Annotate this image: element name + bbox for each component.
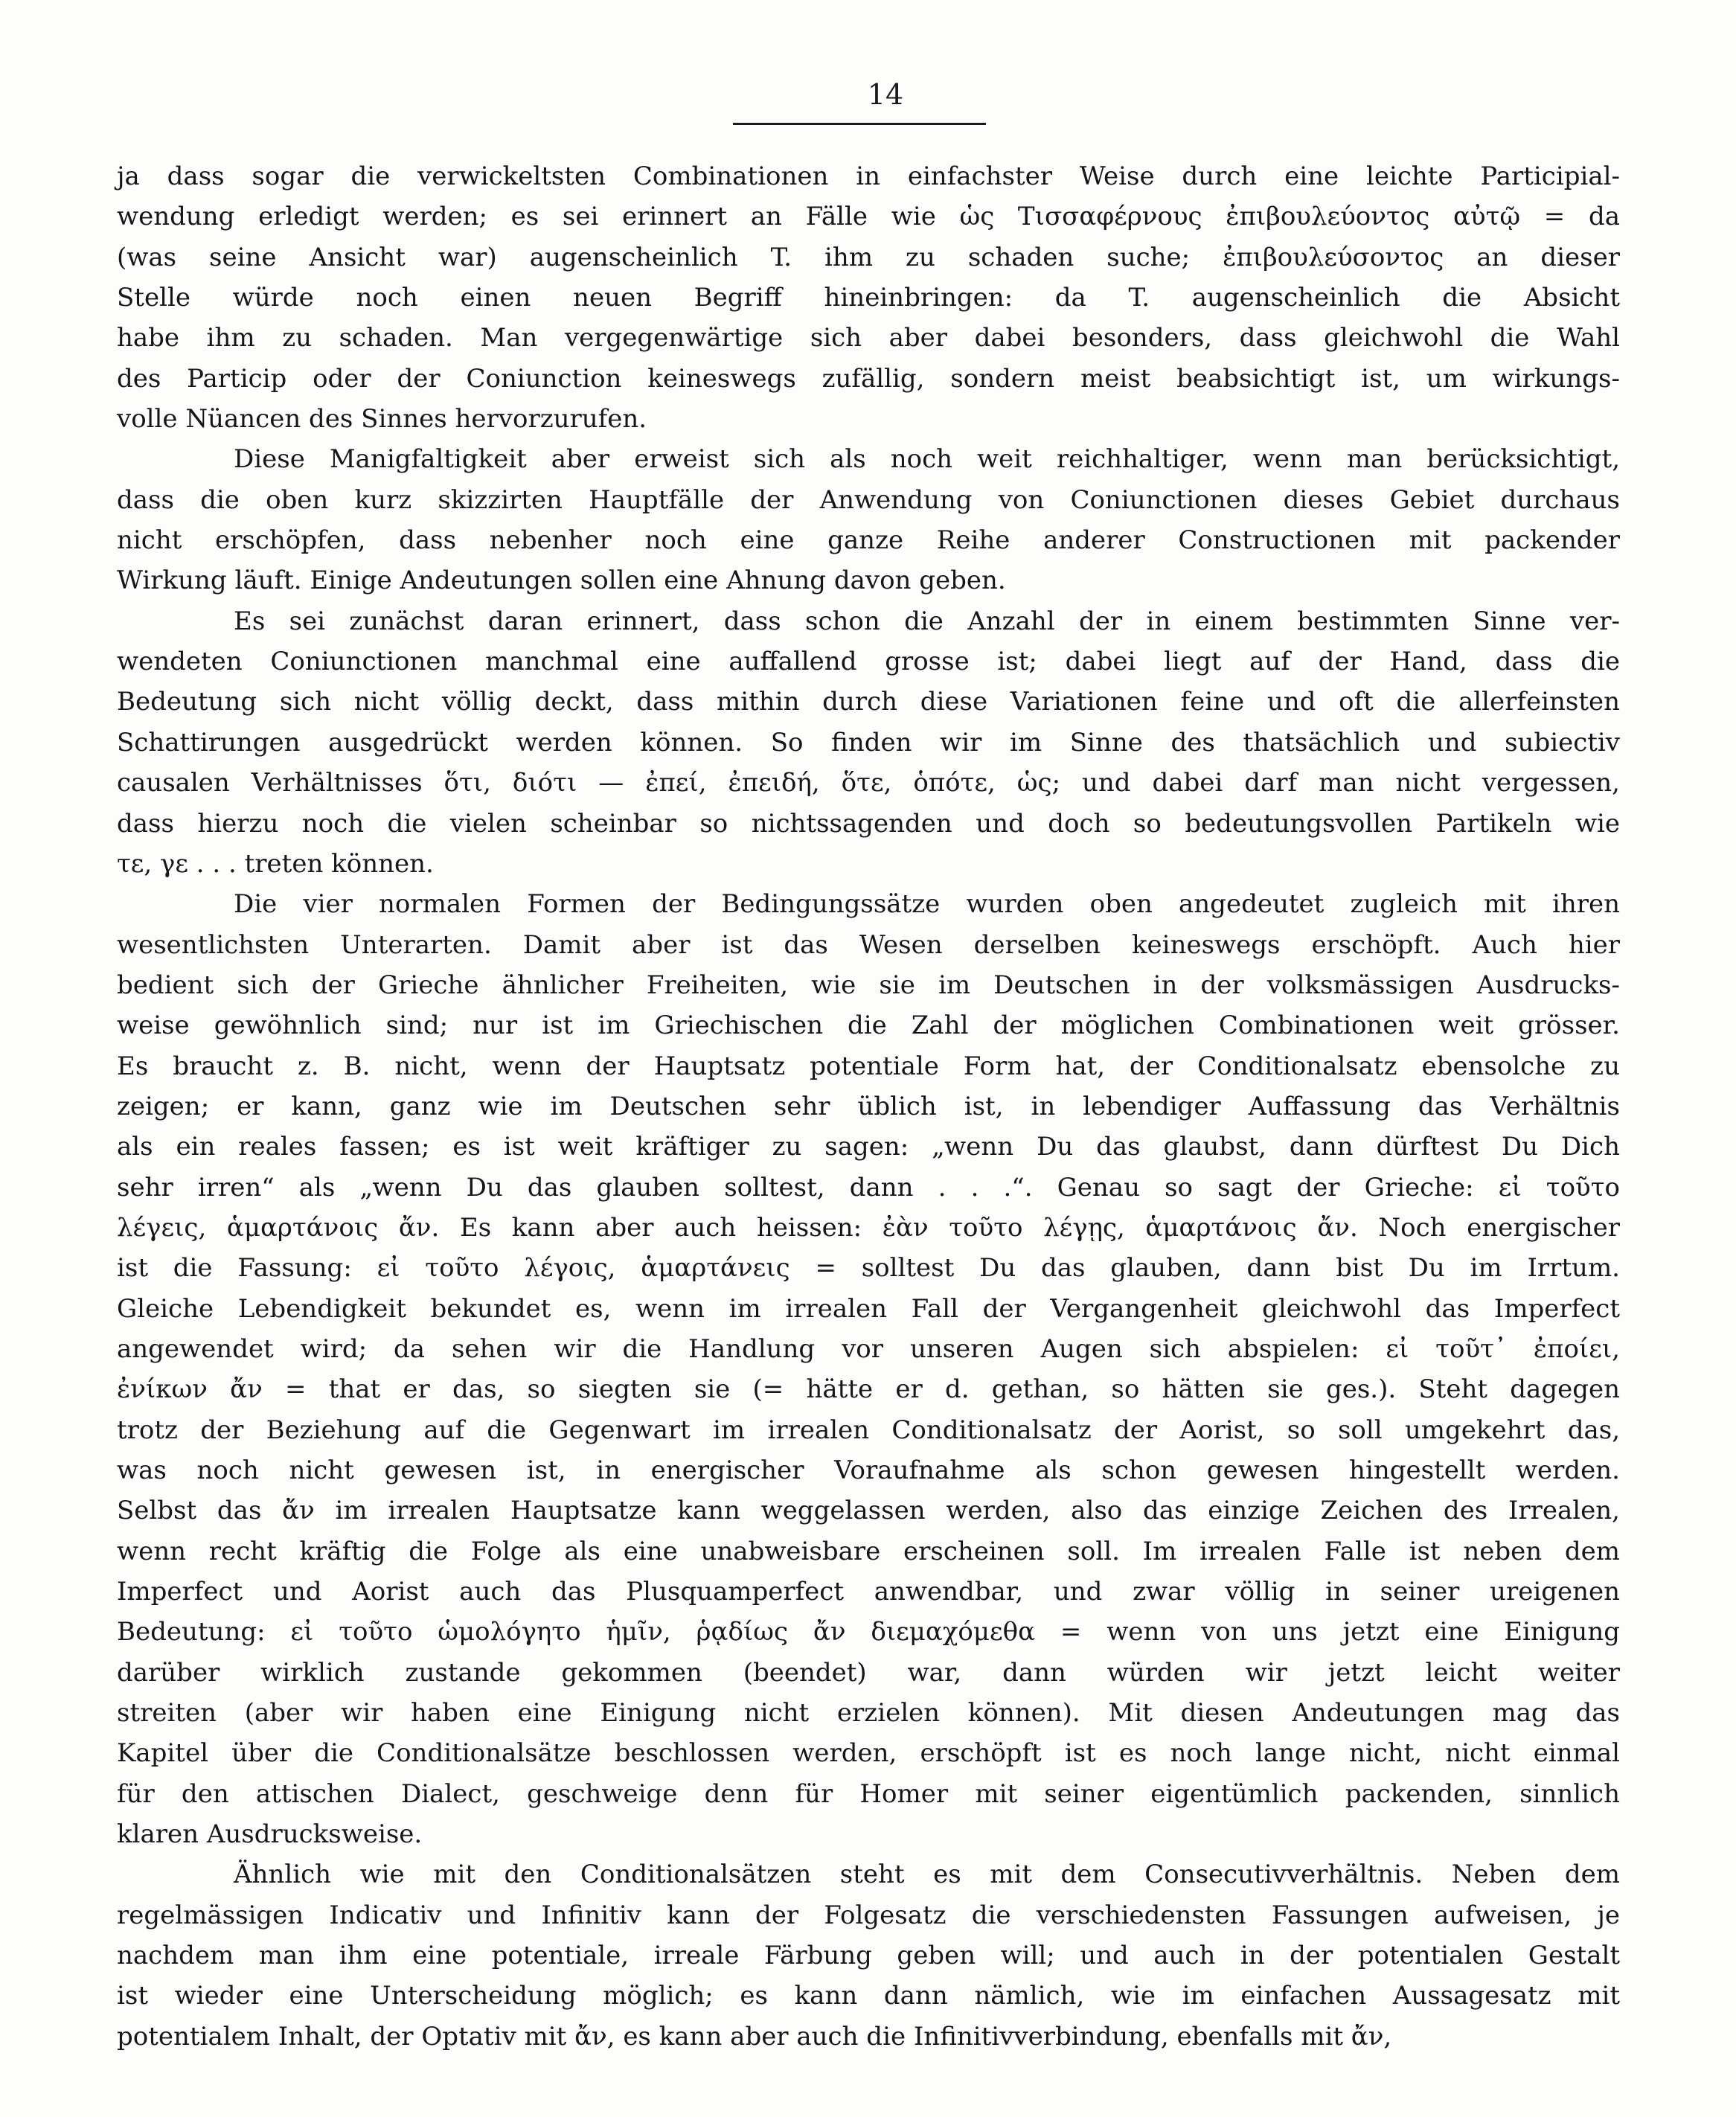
text-line: nicht erschöpfen, dass nebenher noch eine ganze Reihe anderer Constructionen mit packender	[117, 525, 1620, 556]
text-line: klaren Ausdrucksweise.	[117, 1819, 423, 1850]
text-line: zeigen; er kann, ganz wie im Deutschen sehr üblich ist, in lebendiger Auffassung das Verhältnis	[117, 1091, 1620, 1121]
text-line: nachdem man ihm eine potentiale, irreale Färbung geben will; und auch in der potentialen Gestalt	[117, 1941, 1620, 1971]
text-line: regelmässigen Indicativ und Infinitiv kann der Folgesatz die verschiedensten Fassungen aufweisen, je	[117, 1900, 1620, 1930]
paragraph	[117, 884, 1620, 1854]
text-line: trotz der Beziehung auf die Gegenwart im irrealen Conditionalsatz der Aorist, so soll umgekehrt das,	[117, 1415, 1620, 1445]
paragraph	[117, 439, 1620, 600]
text-line: ἐνίκων ἄν = that er das, so siegten sie (= hätte er d. gethan, so hätten sie ges.). Steht dagegen	[117, 1374, 1620, 1405]
text-line: des Particip oder der Coniunction keineswegs zufällig, sondern meist beabsichtigt ist, um wirkungs-	[117, 363, 1620, 394]
text-line: (was seine Ansicht war) augenscheinlich T. ihm zu schaden suche; ἐπιβουλεύσοντος an dieser	[117, 242, 1620, 272]
text-line: Selbst das ἄν im irrealen Hauptsatze kann weggelassen werden, also das einzige Zeichen des Irrealen,	[117, 1496, 1620, 1526]
text-line: Imperfect und Aorist auch das Plusquamperfect anwendbar, und zwar völlig in seiner ureigenen	[117, 1577, 1620, 1607]
text-line: ja dass sogar die verwickeltsten Combinationen in einfachster Weise durch eine leichte Participial-	[117, 161, 1620, 191]
text-line: bedient sich der Grieche ähnlicher Freiheiten, wie sie im Deutschen in der volksmässigen Ausdrucks-	[117, 970, 1620, 1000]
text-line: Gleiche Lebendigkeit bekundet es, wenn im irrealen Fall der Vergangenheit gleichwohl das Imperfect	[117, 1293, 1620, 1324]
text-line: volle Nüancen des Sinnes hervorzurufen.	[117, 404, 647, 435]
text-line: Wirkung läuft. Einige Andeutungen sollen eine Ahnung davon geben.	[117, 566, 1006, 596]
paragraph	[117, 156, 1620, 439]
text-line: wendeten Coniunctionen manchmal eine auffallend grosse ist; dabei liegt auf der Hand, dass die	[117, 647, 1620, 677]
text-line: Die vier normalen Formen der Bedingungssätze wurden oben angedeutet zugleich mit ihren	[234, 889, 1620, 920]
text-line: dass hierzu noch die vielen scheinbar so nichtssagenden und doch so bedeutungsvollen Partikeln wie	[117, 808, 1620, 839]
text-line: λέγεις, ἁμαρτάνοις ἄν. Es kann aber auch heissen: ἐὰν τοῦτο λέγῃς, ἁμαρτάνοις ἄν. Noch energischer	[117, 1212, 1620, 1243]
text-line: habe ihm zu schaden. Man vergegenwärtige sich aber dabei besonders, dass gleichwohl die Wahl	[117, 323, 1620, 353]
text-line: darüber wirklich zustande gekommen (beendet) war, dann würden wir jetzt leicht weiter	[117, 1657, 1620, 1688]
text-line: causalen Verhältnisses ὅτι, διότι — ἐπεί, ἐπειδή, ὅτε, ὁπότε, ὡς; und dabei darf man nicht vergessen,	[117, 768, 1620, 798]
header-rule	[733, 123, 986, 125]
text-line: Kapitel über die Conditionalsätze beschlossen werden, erschöpft ist es noch lange nicht, nicht einmal	[117, 1738, 1620, 1769]
text-line: Bedeutung sich nicht völlig deckt, dass mithin durch diese Variationen feine und oft die allerfeinsten	[117, 687, 1620, 717]
text-line: wendung erledigt werden; es sei erinnert an Fälle wie ὡς Τισσαφέρνους ἐπιβουλεύοντος αὐτῷ = da	[117, 202, 1620, 232]
text-line: Es braucht z. B. nicht, wenn der Hauptsatz potentiale Form hat, der Conditionalsatz ebensolche zu	[117, 1051, 1620, 1081]
text-line: potentialem Inhalt, der Optativ mit ἄν, es kann aber auch die Infinitivverbindung, ebenfalls mit ἄν,	[117, 2021, 1392, 2052]
text-line: für den attischen Dialect, geschweige denn für Homer mit seiner eigentümlich packenden, sinnlich	[117, 1778, 1620, 1809]
page-number: 14	[867, 78, 904, 111]
text-line: weise gewöhnlich sind; nur ist im Griechischen die Zahl der möglichen Combinationen weit grösser.	[117, 1011, 1620, 1041]
text-line: dass die oben kurz skizzirten Hauptfälle der Anwendung von Coniunctionen dieses Gebiet durchaus	[117, 484, 1620, 515]
text-line: Stelle würde noch einen neuen Begriff hineinbringen: da T. augenscheinlich die Absicht	[117, 283, 1620, 313]
text-line: τε, γε . . . treten können.	[117, 848, 434, 879]
paragraph	[117, 1854, 1620, 2057]
paragraph	[117, 601, 1620, 884]
text-line: ist wieder eine Unterscheidung möglich; es kann dann nämlich, wie im einfachen Aussagesatz mit	[117, 1981, 1620, 2011]
body-text	[117, 156, 1620, 2057]
text-line: Ähnlich wie mit den Conditionalsätzen steht es mit dem Consecutivverhältnis. Neben dem	[234, 1860, 1620, 1890]
text-line: Bedeutung: εἰ τοῦτο ὡμολόγητο ἡμῖν, ῥᾳδίως ἄν διεμαχόμεθα = wenn von uns jetzt eine Einigung	[117, 1617, 1620, 1647]
text-line: sehr irren“ als „wenn Du das glauben solltest, dann . . .“. Genau so sagt der Grieche: εἰ τοῦτο	[117, 1172, 1620, 1202]
text-line: ist die Fassung: εἰ τοῦτο λέγοις, ἁμαρτάνεις = solltest Du das glauben, dann bist Du im Irrtum.	[117, 1253, 1620, 1284]
text-line: Diese Manigfaltigkeit aber erweist sich als noch weit reichhaltiger, wenn man berücksichtigt,	[234, 444, 1620, 475]
text-line: wesentlichsten Unterarten. Damit aber ist das Wesen derselben keineswegs erschöpft. Auch hier	[117, 929, 1620, 960]
text-line: was noch nicht gewesen ist, in energischer Voraufnahme als schon gewesen hingestellt werden.	[117, 1455, 1620, 1485]
text-line: als ein reales fassen; es ist weit kräftiger zu sagen: „wenn Du das glaubst, dann dürftest Du Dich	[117, 1132, 1620, 1162]
text-line: angewendet wird; da sehen wir die Handlung vor unseren Augen sich abspielen: εἰ τοῦτ᾽ ἐποίει,	[117, 1333, 1620, 1364]
text-line: Es sei zunächst daran erinnert, dass schon die Anzahl der in einem bestimmten Sinne ver-	[234, 606, 1620, 636]
text-line: Schattirungen ausgedrückt werden können. So finden wir im Sinne des thatsächlich und subiectiv	[117, 727, 1620, 758]
text-line: streiten (aber wir haben eine Einigung nicht erzielen können). Mit diesen Andeutungen mag das	[117, 1698, 1620, 1729]
text-line: wenn recht kräftig die Folge als eine unabweisbare erscheinen soll. Im irrealen Falle ist neben dem	[117, 1536, 1620, 1566]
